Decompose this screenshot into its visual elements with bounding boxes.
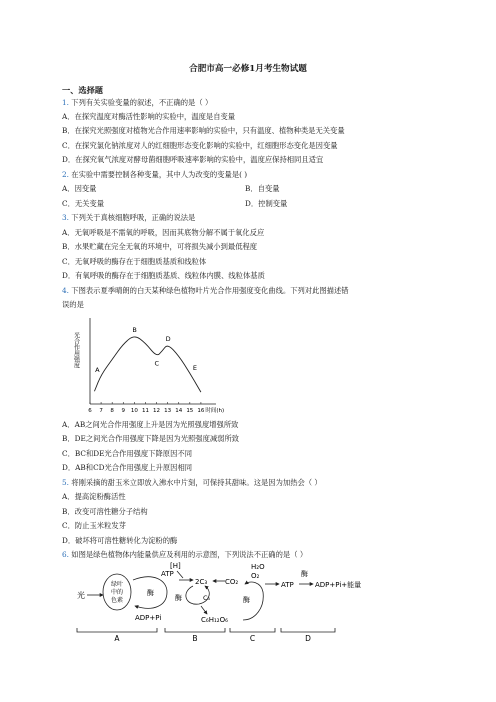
- h-label: [H]: [170, 562, 181, 570]
- q2-option-c: C．无关变量: [62, 199, 105, 208]
- glucose-label: C₆H₁₂O₆: [201, 616, 228, 624]
- bracket-label-b: B: [192, 634, 198, 643]
- bracket-label-d: D: [305, 634, 311, 643]
- section-heading: 一、选择题: [62, 85, 103, 95]
- q2-option-a: A．因变量: [62, 184, 97, 193]
- x-tick-label: 11: [141, 408, 149, 414]
- atp-label-1: ATP: [161, 570, 174, 578]
- energy-flow-diagram: [75, 562, 415, 642]
- bracket-label-c: C: [249, 634, 256, 643]
- q4-option-b: B．DE之间光合作用强度下降是因为光照强度减弱所致: [62, 434, 240, 443]
- question-number: 3.: [62, 213, 69, 222]
- bracket-d: [281, 628, 335, 632]
- y-axis-label: 光合作用强度: [72, 332, 80, 368]
- point-label-a: A: [95, 365, 100, 374]
- question-4-stem-cont: 误的是: [62, 300, 84, 309]
- page-title: 合肥市高一必修1月考生物试题: [189, 64, 307, 74]
- output-label: ADP+Pi+能量: [315, 581, 362, 589]
- x-tick-label: 10: [130, 408, 138, 414]
- enzyme-label-resp: 酶: [243, 596, 250, 604]
- question-2-stem: [62, 170, 247, 180]
- light-label: 光: [77, 591, 85, 600]
- h-arrow: [177, 571, 183, 578]
- q4-option-d: D．AB和CD光合作用强度上升原因相同: [62, 463, 193, 472]
- photosynthesis-chart: [62, 312, 225, 417]
- x-axis-label: 时间(h): [205, 408, 225, 414]
- question-number: 4.: [62, 286, 69, 295]
- question-4-stem: [62, 286, 349, 296]
- q1-option-b: B．在探究光照强度对植物光合作用速率影响的实验中，只有温度、植物种类是无关变量: [62, 126, 345, 135]
- enzyme-label-2: 酶: [301, 570, 308, 578]
- q3-option-c: C．无氧呼吸的酶存在于细胞质基质和线粒体: [62, 257, 207, 266]
- q3-option-b: B．水果贮藏在完全无氧的环境中，可将损失减小到最低程度: [62, 242, 258, 251]
- to-glucose-arrow: [201, 606, 207, 614]
- question-6-stem: [62, 550, 307, 560]
- q5-option-b: B．改变可溶性糖分子结构: [62, 507, 148, 516]
- c5-label: C₅: [203, 594, 211, 602]
- x-tick-label: 6: [88, 408, 92, 414]
- pigment-label-3: 色素: [110, 597, 124, 604]
- adp-label-1: ADP+Pi: [135, 614, 162, 622]
- x-tick-label: 7: [99, 408, 103, 414]
- bracket-label-a: A: [114, 634, 120, 643]
- question-number: 5.: [62, 478, 69, 487]
- x-tick-label: 14: [175, 408, 183, 414]
- series-line: [94, 334, 200, 392]
- bracket-c: [230, 628, 275, 632]
- point-label-d: D: [165, 334, 171, 343]
- x-tick-label: 13: [164, 408, 172, 414]
- question-text: 下图表示夏季晴朗的白天某种绿色植物叶片光合作用强度变化曲线。下列对此图描述错: [71, 286, 349, 295]
- o2-label: O₂: [251, 572, 260, 580]
- bracket-b: [165, 628, 225, 632]
- question-number: 2.: [62, 170, 69, 179]
- question-text: 将刚采摘的甜玉米立即放入沸水中片刻，可保持其甜味。这是因为加热会（ ）: [71, 478, 322, 487]
- x-tick-label: 12: [153, 408, 161, 414]
- c3-label: 2C₃: [195, 578, 208, 586]
- enzyme-label-1: 酶: [147, 589, 154, 597]
- question-text: 下列有关实验变量的叙述，不正确的是（ ）: [71, 98, 213, 107]
- question-1-stem: [62, 98, 212, 108]
- question-number: 1.: [62, 98, 69, 107]
- x-tick-label: 9: [121, 408, 126, 414]
- pigment-label: 绿叶: [110, 581, 124, 588]
- q5-option-c: C．防止玉米粒发芽: [62, 521, 126, 530]
- question-text: 如图是绿色植物体内能量供应及利用的示意图，下列说法不正确的是（ ）: [71, 550, 308, 559]
- q3-option-d: D．有氧呼吸的酶存在于细胞质基质、线粒体内膜、线粒体基质: [62, 271, 265, 280]
- q5-option-d: D．破坏将可溶性糖转化为淀粉的酶: [62, 536, 178, 545]
- question-5-stem: [62, 478, 322, 488]
- q1-option-c: C．在探究氯化钠浓度对人的红细胞形态变化影响的实验中，红细胞形态变化是因变量: [62, 141, 338, 150]
- point-label-b: B: [132, 325, 137, 334]
- atp-label-2: ATP: [281, 581, 294, 589]
- point-label-c: C: [154, 359, 160, 368]
- enzyme-label-cycle: 酶: [175, 594, 182, 602]
- q4-option-c: C．BC和DE光合作用强度下降原因不同: [62, 449, 192, 458]
- pigment-label-2: 中的: [110, 589, 124, 596]
- x-tick-label: 8: [110, 408, 114, 414]
- question-text: 下列关于真核细胞呼吸，正确的说法是: [71, 213, 196, 222]
- q2-option-b: B．自变量: [245, 184, 280, 193]
- h2o-label: H₂O: [251, 563, 265, 571]
- q1-option-a: A．在探究温度对酶活性影响的实验中，温度是自变量: [62, 112, 236, 121]
- x-tick-label: 16: [197, 408, 205, 414]
- x-tick-label: 15: [186, 408, 194, 414]
- q1-option-d: D．在探究氧气浓度对酵母菌细胞呼吸速率影响的实验中，温度应保持相同且适宜: [62, 155, 324, 164]
- q2-option-d: D．控制变量: [245, 199, 288, 208]
- co2-label: CO₂: [225, 578, 239, 586]
- question-text: 在实验中需要控制各种变量，其中人为改变的变量是( ): [71, 170, 248, 179]
- q3-option-a: A．无氧呼吸是不需氧的呼吸，因而其底物分解不属于氧化反应: [62, 228, 265, 237]
- bracket-a: [77, 628, 157, 632]
- q4-option-a: A．AB之间光合作用强度上升是因为光照强度增强所致: [62, 420, 239, 429]
- question-number: 6.: [62, 550, 69, 559]
- point-label-e: E: [192, 364, 197, 373]
- q5-option-a: A．提高淀粉酶活性: [62, 492, 126, 501]
- question-3-stem: [62, 213, 195, 223]
